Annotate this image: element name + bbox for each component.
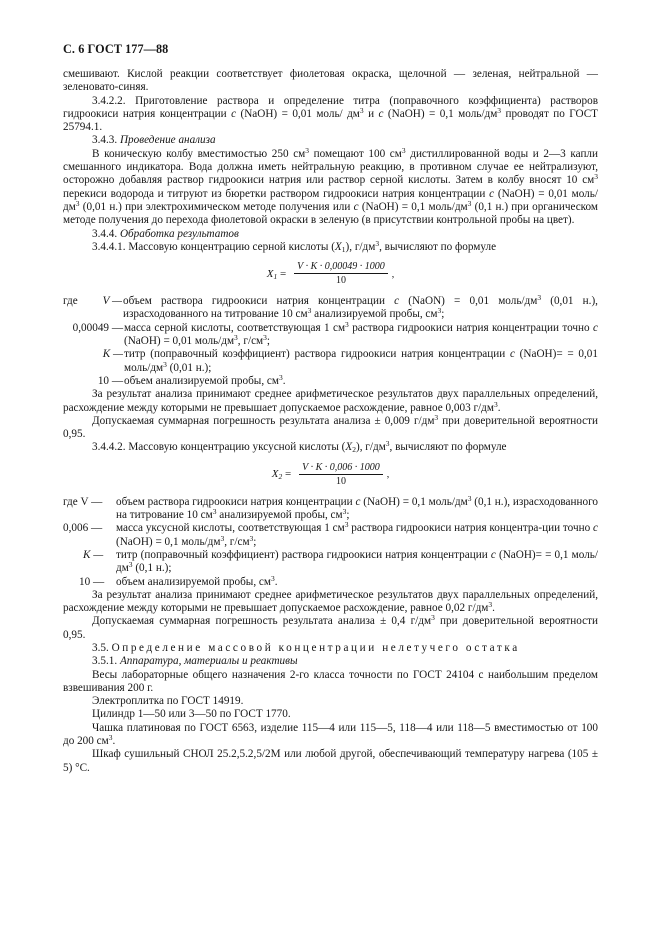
paragraph-oven: Шкаф сушильный СНОЛ 25.2,5.2,5/2М или любой другой, обеспечивающий температуру нагрева (105 ± 5) °С. — [63, 748, 598, 774]
paragraph-error-1: Допускаемая суммарная погрешность результата анализа ± 0,009 $г/дм^3$ при доверительной вероятности 0,95. — [63, 412, 598, 441]
section-heading-3-5: 3.5. Определение массовой концентрации нелетучего остатка — [92, 641, 520, 654]
definition-k-2: K — титр (поправочный коэффициент) раствора гидроокиси натрия концентрации c (NaOH)= = 0,1 моль/$дм^3$ (0,1 н.); — [83, 548, 598, 575]
definition-mass: 0,00049 — масса серной кислоты, соответствующая 1 $см^3$ раствора гидроокиси натрия концентрации точно c (NaOH) = 0,01 моль/$дм^3$, $г/см^3$; — [72, 319, 598, 348]
definition-v-2: где V — объем раствора гидроокиси натрия концентрации c (NaOH) = 0,1 моль/$дм^3$ (0,1 н.), израсходованного на титрование 10 $см^3$ анализируемой пробы, $см^3$; — [63, 493, 598, 522]
definition-volume-2: 10 — объем анализируемой пробы, $см^3$. — [79, 573, 278, 588]
page-header: С. 6 ГОСТ 177—88 — [63, 42, 169, 56]
document-body — [63, 68, 598, 775]
definition-k: K — титр (поправочный коэффициент) раствора гидроокиси натрия концентрации c (NaOH)= = 0,01 моль/$дм^3$ (0,01 н.); — [102, 348, 598, 374]
formula-x2: $X_2$ = $\frac{V \cdot K \cdot 0,006 \cdot 1000}{10}$ , — [271, 461, 390, 487]
section-heading-3-4-4: 3.4.4. Обработка результатов — [92, 227, 239, 240]
paragraph-result-2: За результат анализа принимают среднее арифметическое результатов двух параллельных определений, расхождение между которыми не превышает допускаемое расхождение, равное 0,02 $г/дм^3$. — [63, 588, 598, 615]
definition-mass-2: 0,006 — масса уксусной кислоты, соответствующая 1 $см^3$ раствора гидроокиси натрия концентра-ции точно c (NaOH) = 0,1 моль/$дм^3$, $г/см^3$; — [63, 520, 598, 548]
paragraph-error-2: Допускаемая суммарная погрешность результата анализа ± 0,4 $г/дм^3$ при доверительной вероятности 0,95. — [63, 613, 598, 641]
section-heading-3-4-3: 3.4.3. Проведение анализа — [92, 134, 216, 147]
formula-x1: $X_1$ = $\frac{V \cdot K \cdot 0,00049 \cdot 1000}{10}$ , — [266, 261, 395, 287]
definition-v: где V — объем раствора гидроокиси натрия концентрации c (NaON) = 0,01 моль/$дм^3$ (0,01 н.), израсходованного на титрование 10 $см^3$ анализируемой пробы, $см^3$; — [63, 293, 598, 321]
section-heading-3-5-1: 3.5.1. Аппаратура, материалы и реактивы — [92, 655, 298, 668]
paragraph-3-4-4-1: 3.4.4.1. Массовую концентрацию серной кислоты $(X_1)$, $г/дм^3$, вычисляют по формуле — [92, 238, 497, 254]
paragraph-result-1: За результат анализа принимают среднее арифметическое результатов двух параллельных определений, расхождение между которыми не превышает допускаемое расхождение, равное 0,003 $г/дм^3$. — [63, 388, 598, 414]
paragraph-hotplate: Электроплитка по ГОСТ 14919. — [92, 695, 244, 708]
paragraph-procedure: В коническую колбу вместимостью 250 $см^3$ помещают 100 $см^3$ дистиллированной воды и 2—3 капли смешанного индикатора. Вода должна иметь нейтральную реакцию, в противном случае ее нейтрализуют, осторожно добавляя раствор гидроокиси натрия или раствор серной кислоты. Затем в колбу вносят 10 $см^3$ перекиси водорода и титруют из бюретки раствором гидроокиси натрия концентрации c (NaOH) = 0,01 моль/$дм^3$ (0,01 н.) при электрохимическом методе получения или c (NaOH) = 0,1 моль/$дм^3$ (0,1 н.) при органическом методе получения до перехода фиолетовой окраски в зеленую (в присутствии контрольной пробы на цвет). — [63, 145, 598, 227]
paragraph-scales: Весы лабораторные общего назначения 2-го класса точности по ГОСТ 24104 с наибольшим пределом взвешивания 200 г. — [63, 668, 598, 694]
paragraph-dish: Чашка платиновая по ГОСТ 6563, изделие 115—4 или 115—5, 118—4 или 118—5 вместимостью от 100 до 200 $см^3$. — [63, 721, 598, 748]
paragraph-3-4-2-2: 3.4.2.2. Приготовление раствора и определение титра (поправочного коэффициента) растворов гидроокиси натрия концентрации c (NaOH) = 0,01 моль/ $дм^3$ и c (NaOH) = 0,1 моль/$дм^3$ проводят по ГОСТ 25794.1. — [63, 94, 599, 134]
definition-volume: 10 — объем анализируемой пробы, $см^3$. — [97, 372, 286, 387]
paragraph: смешивают. Кислой реакции соответствует фиолетовая окраска, щелочной — зеленая, нейтральной — зеленовато-синяя. — [63, 68, 598, 94]
paragraph-3-4-4-2: 3.4.4.2. Массовую концентрацию уксусной кислоты $(X_2)$, $г/дм^3$, вычисляют по формуле — [92, 439, 507, 455]
paragraph-cylinder: Цилиндр 1—50 или 3—50 по ГОСТ 1770. — [92, 708, 291, 721]
